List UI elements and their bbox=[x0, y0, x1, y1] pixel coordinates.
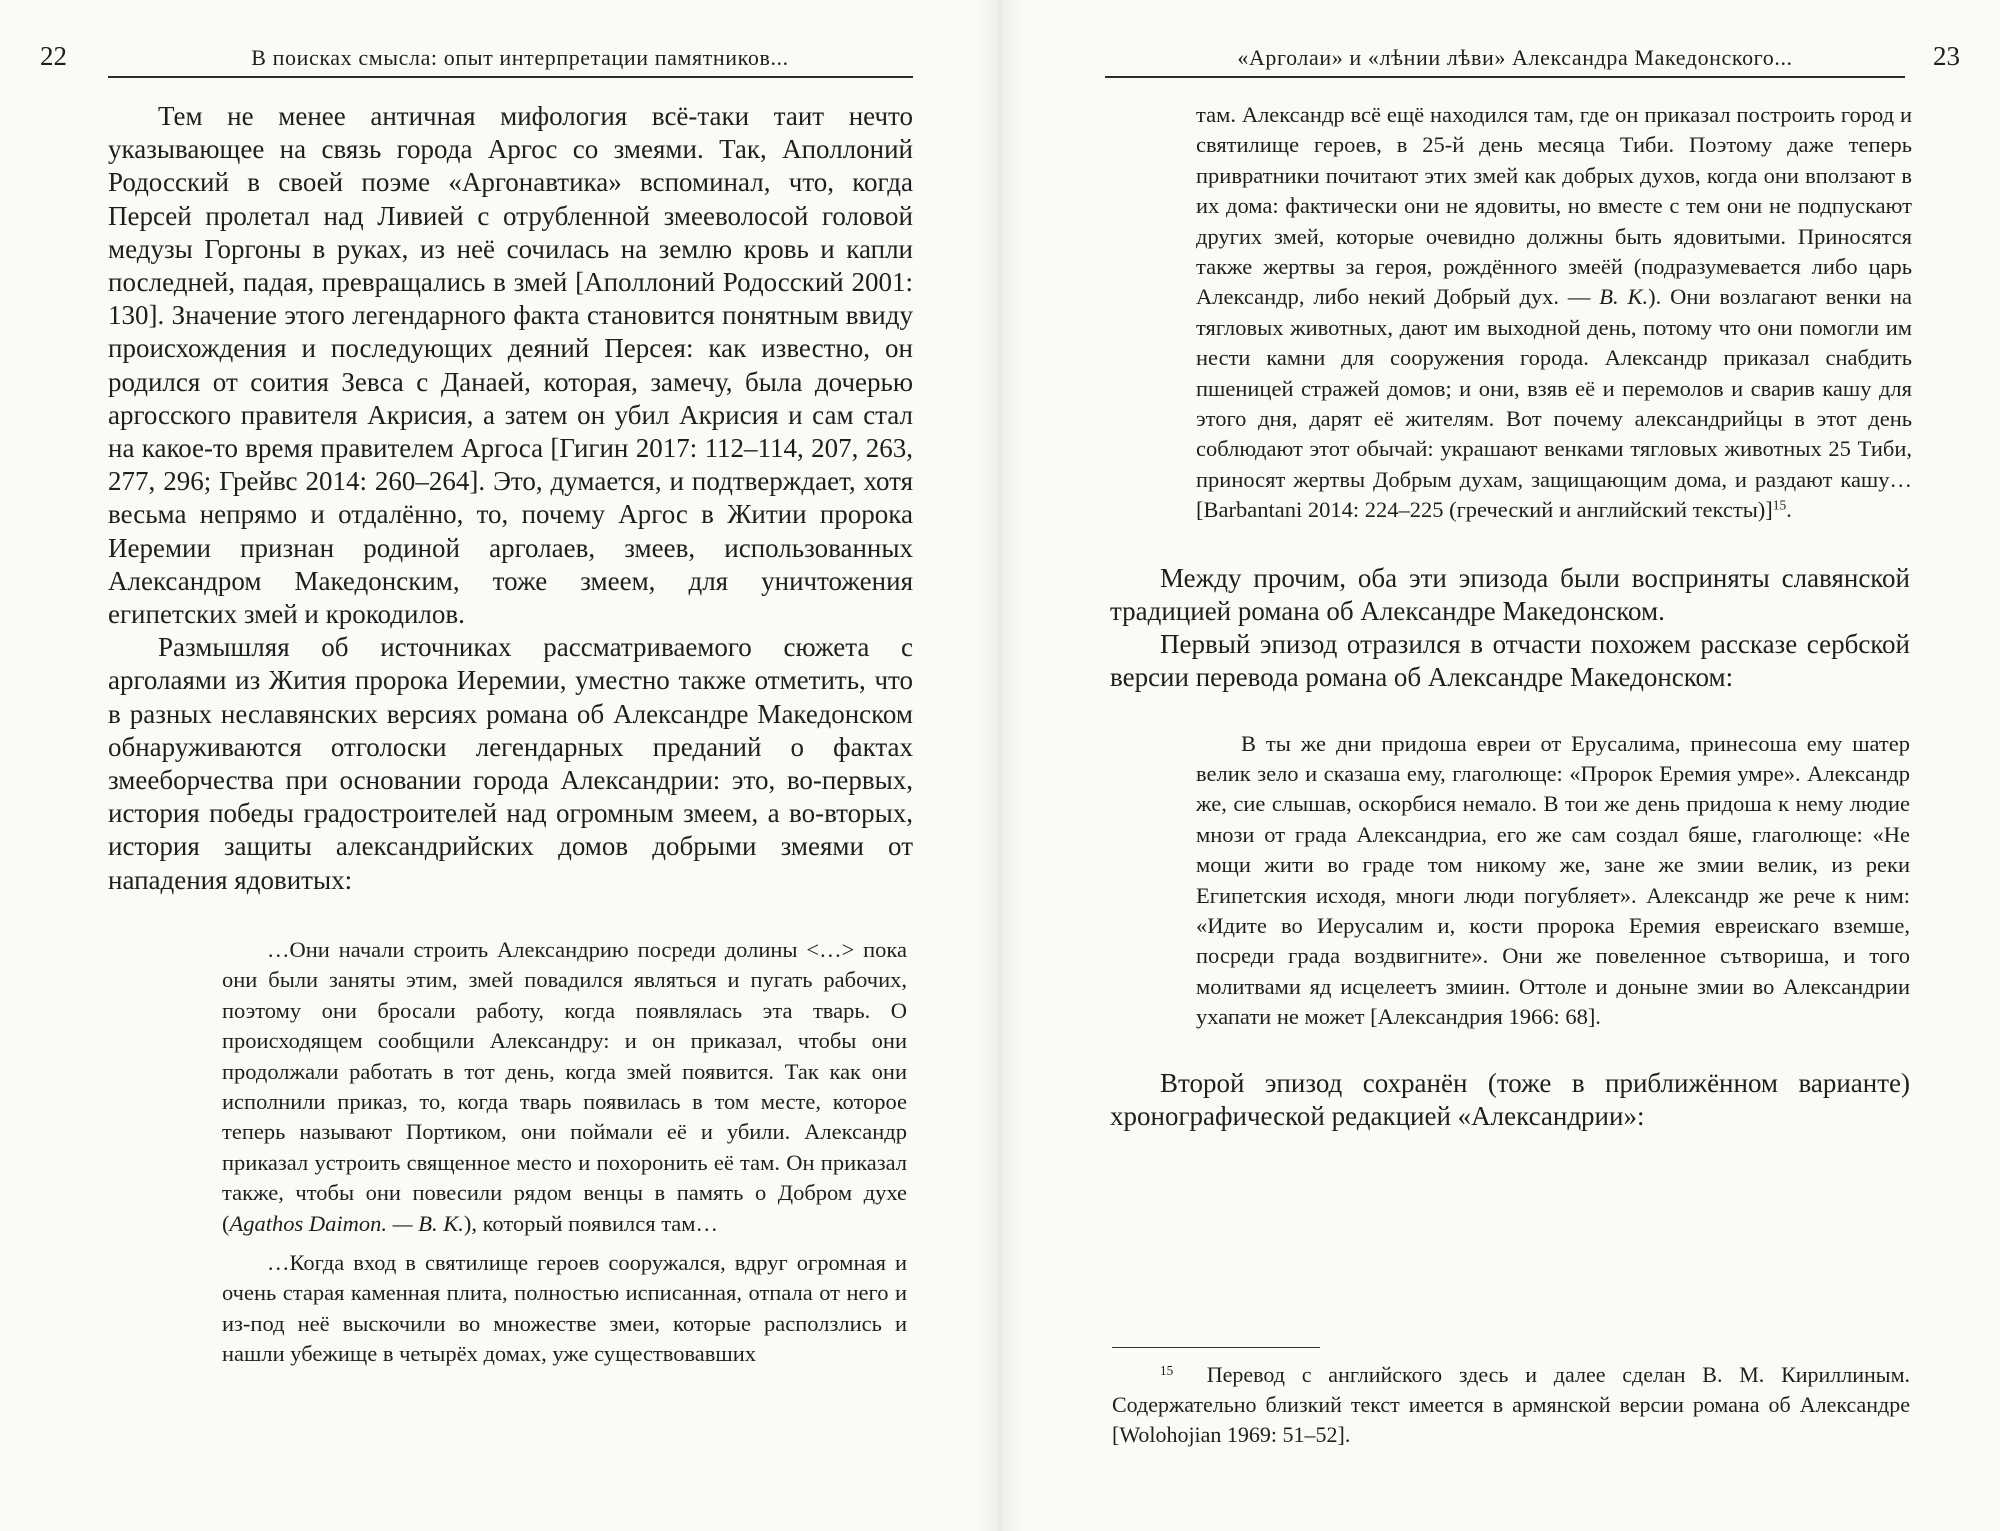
text-column bbox=[108, 100, 913, 1370]
paragraph: Второй эпизод сохранён (тоже в приближённом варианте) хронографической редакцией «Александрии»: bbox=[1110, 1067, 1910, 1131]
quote-text: ), который появился там… bbox=[463, 1210, 719, 1236]
footnote-number: 15 bbox=[1160, 1362, 1174, 1378]
quote-text: …Они начали строить Александрию посреди долины <…> пока они были заняты этим, змей повадился являться и пугать рабочих, поэтому они бросали работу, когда появлялась эта тварь. О происходящем сообщили Александру: и он приказал, чтобы они продолжали работать в тот день, когда змей появится. Так как они исполнили приказ, то, когда тварь появилась в том месте, которое теперь называют Портиком, они поймали её и убили. Александр приказал устроить священное место и похоронить её там. Он приказал также, чтобы они повесили рядом венцы в память о Добром духе ( bbox=[222, 936, 907, 1236]
paragraph: Между прочим, оба эти эпизода были восприняты славянской традицией романа об Александре Македонском. bbox=[1110, 562, 1910, 626]
footnote-reference[interactable]: 15 bbox=[1772, 497, 1787, 513]
footnote-rule bbox=[1112, 1347, 1320, 1348]
quote-paragraph: В ты же дни придоша евреи от Ерусалима, принесоша ему шатер велик зело и сказаша ему, глаголюще: «Пророк Еремия умре». Александр же, сие слышав, оскорбися немало. В тои же день придоша к нему людие мнози от града Александриа, его же сам создал бяше, глаголюще: «Не мощи жити во граде том никому же, зане же змии велик, из реки Египетския исходя, многи люди погубляет». Александр же рече к ним: «Идите во Иерусалим и, кости пророка Еремия евреискаго вземше, посреди града воздвигните». Они же повеленное сътвориша, и того молитвами яд исцелеетъ змиин. Оттоле и доныне змии во Александрии ухапати не может [Александрия 1966: 68]. bbox=[1196, 730, 1910, 1030]
header-rule bbox=[108, 76, 913, 78]
page-number: 23 bbox=[1933, 41, 1960, 71]
quote-italic: В. К. bbox=[1599, 284, 1649, 310]
quote-paragraph: …Когда вход в святилище героев сооружался, вдруг огромная и очень старая каменная плита, полностью исписанная, отпала от него и из-под неё выскочили во множестве змеи, которые расползлись и нашли убежище в четырёх домах, уже существовавших bbox=[222, 1249, 907, 1367]
paragraph: Тем не менее античная мифология всё-таки таит нечто указывающее на связь города Аргос со змеями. Так, Аполлоний Родосский в своей поэме «Аргонавтика» вспоминал, что, когда Персей пролетал над Ливией с отрубленной змееволосой головой медузы Горгоны в руках, из неё сочилась на землю кровь и капли последней, падая, превращались в змей [Аполлоний Родосский 2001: 130]. Значение этого легендарного факта становится понятным ввиду происхождения и последующих деяний Персея: как известно, он родился от соития Зевса с Данаей, которая, замечу, была дочерью аргосского правителя Акрисия, а затем он убил Акрисия и сам стал на какое-то время правителем Аргоса [Гигин 2017: 112–114, 207, 263, 277, 296; Грейвс 2014: 260–264]. Это, думается, и подтверждает, хотя весьма непрямо и отдалённо, то, почему Аргос в Житии пророка Иеремии признан родиной арголаев, змеев, использованных Александром Македонским, тоже змеем, для уничтожения египетских змей и крокодилов. bbox=[108, 101, 913, 630]
quote-text: там. Александр всё ещё находился там, где он приказал построить город и святилище героев, в 25-й день месяца Тиби. Поэтому даже теперь привратники почитают этих змей как добрых духов, когда они вползают в их дома: фактически они не ядовиты, но вместе с тем они не подпускают других змей, которые очевидно должны быть ядовитыми. Приносятся также жертвы за героя, рождённого змеёй (подразумевается либо царь Александр, либо некий Добрый дух. — bbox=[1196, 102, 1912, 310]
running-head: В поисках смысла: опыт интерпретации памятников... bbox=[251, 45, 789, 70]
quote-paragraph: там. Александр всё ещё находился там, где он приказал построить город и святилище героев, в 25-й день месяца Тиби. Поэтому даже теперь привратники почитают этих змей как добрых духов, когда они вползают в их дома: фактически они не ядовиты, но вместе с тем они не подпускают других змей, которые очевидно должны быть ядовитыми. Приносятся также жертвы за героя, рождённого змеёй (подразумевается либо царь Александр, либо некий Добрый дух. — В. К.). Они возлагают венки на тягловых животных, дают им выходной день, потому что они помогли им нести камни для сооружения города. Александр приказал снабдить пшеницей стражей домов; и они, взяв её и перемолов и сварив кашу для этого дня, дарят её жителям. Вот почему александрийцы в этот день соблюдают этот обычай: украшают венками тягловых животных 25 Тиби, приносят жертвы Добрым духам, защищающим дома, и раздают кашу… [Barbantani 2014: 224–225 (греческий и английский тексты)]$^{15}$. bbox=[1196, 102, 1913, 523]
footnote-text: Перевод с английского здесь и далее сделан В. М. Кириллиным. Содержательно близкий текст имеется в армянской версии романа об Александре [Wolohojian 1969: 51–52]. bbox=[1112, 1362, 1911, 1447]
paragraph: Первый эпизод отразился в отчасти похожем рассказе сербской версии перевода романа об Александре Македонском: bbox=[1110, 629, 1910, 693]
header-rule bbox=[1105, 76, 1905, 78]
paragraph: Размышляя об источниках рассматриваемого сюжета с арголаями из Жития пророка Иеремии, уместно также отметить, что в разных неславянских версиях романа об Александре Македонском обнаруживаются отголоски легендарных преданий о фактах змееборчества при основании города Александрии: это, во-первых, история победы градостроителей над огромным змеем, а во-вторых, история защиты александрийских домов добрыми змеями от нападения ядовитых: bbox=[108, 632, 913, 895]
running-head: «Арголаи» и «лѣнии лѣви» Александра Македонского... bbox=[1237, 45, 1793, 70]
quote-paragraph bbox=[222, 935, 907, 1239]
block-quote bbox=[222, 935, 907, 1370]
block-quote bbox=[1196, 729, 1910, 1033]
text-column bbox=[1110, 100, 1913, 1133]
quote-text: ). Они возлагают венки на тягловых животных, дают им выходной день, потому что они помогли им нести камни для сооружения города. Александр приказал снабдить пшеницей стражей домов; и они, взяв её и перемолов и сварив кашу для этого дня, дарят её жителям. Вот почему александрийцы в этот день соблюдают этот обычай: украшают венками тягловых животных 25 Тиби, приносят жертвы Добрым духам, защищающим дома, и раздают кашу… [Barbantani 2014: 224–225 (греческий и английский тексты)] bbox=[1196, 284, 1913, 523]
quote-italic: Agathos Daimon. — В. К. bbox=[229, 1210, 464, 1236]
footnote bbox=[1112, 1360, 1910, 1450]
page-number: 22 bbox=[40, 41, 67, 71]
right-page bbox=[1000, 0, 2000, 1531]
block-quote-continued bbox=[1196, 100, 1912, 526]
